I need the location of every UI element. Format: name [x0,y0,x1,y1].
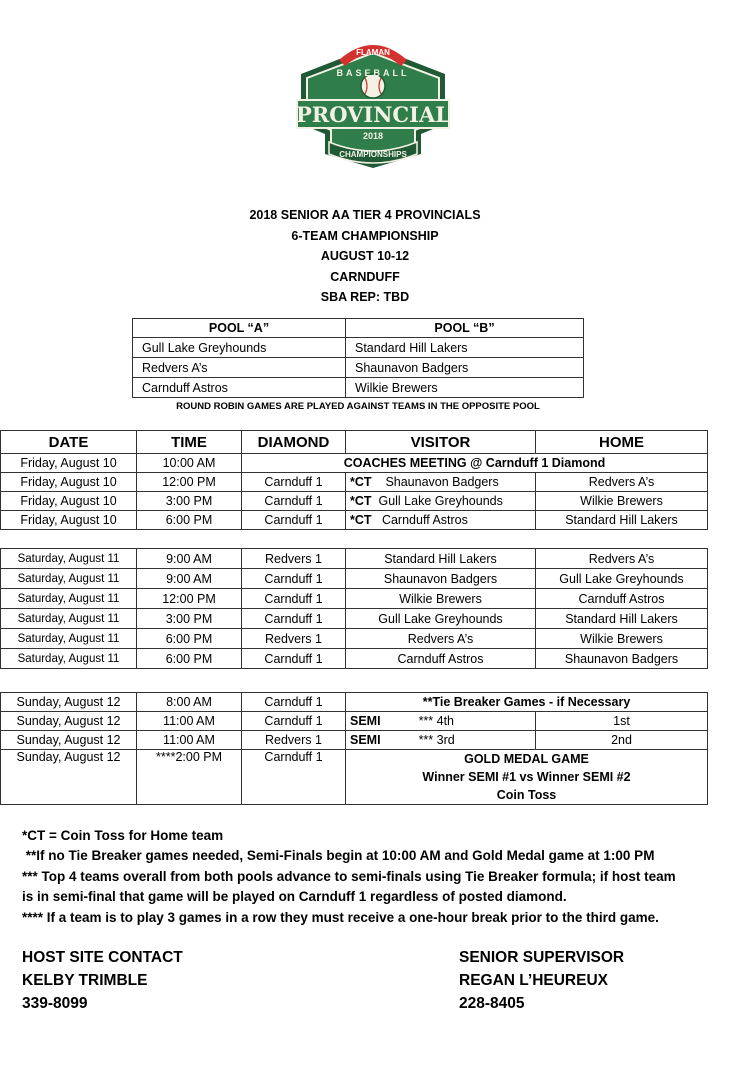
pool-a-team: Carnduff Astros [133,378,346,398]
host-site-contact [22,946,183,1015]
logo-top-text: BASEBALL [336,68,410,78]
footnote: *CT = Coin Toss for Home team [22,828,224,843]
visitor-team: Shaunavon Badgers [385,475,499,489]
table-row [1,473,708,492]
game-visitor: Carnduff Astros [346,649,536,669]
game-time: 3:00 PM [137,492,242,511]
logo-year-text: 2018 [362,131,384,141]
table-row [1,589,708,609]
game-home: Shaunavon Badgers [536,649,708,669]
visitor-team: Gull Lake Greyhounds [378,494,503,508]
game-diamond: Carnduff 1 [242,511,346,530]
table-row [1,649,708,669]
game-date: Saturday, August 11 [1,629,137,649]
friday-schedule-table [0,430,708,530]
table-row [1,454,708,473]
game-diamond: Carnduff 1 [242,492,346,511]
game-diamond: Carnduff 1 [242,649,346,669]
heading-title: 2018 SENIOR AA TIER 4 PROVINCIALS [249,208,481,222]
game-time: 6:00 PM [137,649,242,669]
heading-location: CARNDUFF [330,269,400,284]
pool-b-team: Wilkie Brewers [346,378,584,398]
pool-table [132,318,584,398]
game-diamond: Carnduff 1 [242,473,346,492]
pool-b-header: POOL “B” [346,319,584,338]
game-time: ****2:00 PM [137,750,242,805]
footnote: **** If a team is to play 3 games in a row they must receive a one-hour break prior to the third game. [22,909,659,925]
game-time: 3:00 PM [137,609,242,629]
game-date: Saturday, August 11 [1,609,137,629]
logo-bottom-text: CHAMPIONSHIPS [339,150,407,159]
pool-b-team: Shaunavon Badgers [346,358,584,378]
table-row [133,338,584,358]
semi-label: SEMI [350,733,381,747]
table-row [1,511,708,530]
coaches-meeting: COACHES MEETING @ Carnduff 1 Diamond [242,454,708,473]
pool-a-team: Gull Lake Greyhounds [133,338,346,358]
game-visitor [346,473,536,492]
supervisor-phone: 228-8405 [459,995,525,1012]
home-header: HOME [536,431,708,454]
visitor-team: Carnduff Astros [381,513,468,527]
visitor-header: VISITOR [346,431,536,454]
game-visitor: Redvers A’s [346,629,536,649]
game-time: 12:00 PM [137,589,242,609]
gold-medal-coin-toss: Coin Toss [496,788,557,802]
game-diamond: Carnduff 1 [242,569,346,589]
game-date: Sunday, August 12 [1,750,137,805]
game-time: 11:00 AM [137,712,242,731]
game-date: Saturday, August 11 [1,649,137,669]
table-row [1,629,708,649]
game-home: Redvers A’s [536,473,708,492]
game-visitor [346,731,536,750]
game-diamond: Redvers 1 [242,629,346,649]
table-row [1,693,708,712]
footnotes [22,826,676,928]
gold-medal-matchup: Winner SEMI #1 vs Winner SEMI #2 [422,770,631,784]
host-contact-title: HOST SITE CONTACT [22,949,183,966]
game-home: Gull Lake Greyhounds [536,569,708,589]
game-visitor [346,511,536,530]
game-time: 11:00 AM [137,731,242,750]
game-diamond: Carnduff 1 [242,589,346,609]
supervisor-title: SENIOR SUPERVISOR [459,949,625,966]
game-time: 10:00 AM [137,454,242,473]
game-time: 6:00 PM [137,511,242,530]
table-row [1,731,708,750]
pool-a-team: Redvers A’s [133,358,346,378]
gold-medal-title: GOLD MEDAL GAME [464,752,589,766]
heading-dates: AUGUST 10-12 [320,249,410,264]
game-home: Carnduff Astros [536,589,708,609]
game-visitor [346,492,536,511]
game-time: 9:00 AM [137,569,242,589]
game-date: Saturday, August 11 [1,549,137,569]
game-date: Sunday, August 12 [1,731,137,750]
logo-main-text: PROVINCIAL [295,102,451,127]
game-time: 8:00 AM [137,693,242,712]
game-home: Standard Hill Lakers [536,511,708,530]
table-row [133,378,584,398]
table-row [1,549,708,569]
game-date: Friday, August 10 [1,454,137,473]
game-diamond: Carnduff 1 [242,712,346,731]
provincial-championships-logo [293,26,453,171]
host-contact-phone: 339-8099 [22,995,88,1012]
game-date: Friday, August 10 [1,492,137,511]
round-robin-note: ROUND ROBIN GAMES ARE PLAYED AGAINST TEAMS IN THE OPPOSITE POOL [176,401,540,412]
game-home: Wilkie Brewers [536,492,708,511]
table-row [1,750,708,805]
table-row [1,569,708,589]
game-date: Saturday, August 11 [1,569,137,589]
footnote: **If no Tie Breaker games needed, Semi-Finals begin at 10:00 AM and Gold Medal game at 1:00 PM [22,848,655,864]
coin-toss-tag: *CT [350,513,372,527]
footnote: *** Top 4 teams overall from both pools advance to semi-finals using Tie Breaker formula; if host team [22,868,676,884]
game-diamond: Carnduff 1 [242,609,346,629]
table-row [1,609,708,629]
coin-toss-tag: *CT [350,494,372,508]
game-visitor: Gull Lake Greyhounds [346,609,536,629]
pool-a-header: POOL “A” [133,319,346,338]
game-date: Sunday, August 12 [1,693,137,712]
visitor-seed: *** 3rd [418,733,455,747]
game-visitor: Wilkie Brewers [346,589,536,609]
visitor-seed: *** 4th [418,714,455,728]
footnote: is in semi-final that game will be played on Carnduff 1 regardless of posted diamond. [22,889,567,905]
game-diamond: Redvers 1 [242,549,346,569]
game-diamond: Redvers 1 [242,731,346,750]
game-home: Wilkie Brewers [536,629,708,649]
host-contact-name: KELBY TRIMBLE [22,972,148,989]
game-time: 6:00 PM [137,629,242,649]
heading-format: 6-TEAM CHAMPIONSHIP [291,228,439,243]
diamond-header: DIAMOND [242,431,346,454]
heading-rep: SBA REP: TBD [320,290,410,305]
game-home: 2nd [536,731,708,750]
sunday-schedule-table [0,692,708,805]
coin-toss-tag: *CT [350,475,372,489]
game-home: Redvers A’s [536,549,708,569]
date-header: DATE [1,431,137,454]
senior-supervisor-contact [459,946,624,1015]
semi-label: SEMI [350,714,381,728]
supervisor-name: REGAN L’HEUREUX [459,972,608,989]
tie-breaker-note: **Tie Breaker Games - if Necessary [346,693,708,712]
game-home: 1st [536,712,708,731]
game-time: 12:00 PM [137,473,242,492]
game-time: 9:00 AM [137,549,242,569]
game-visitor [346,712,536,731]
game-visitor: Standard Hill Lakers [346,549,536,569]
game-diamond: Carnduff 1 [242,750,346,805]
gold-medal-game [346,750,708,805]
game-date: Friday, August 10 [1,473,137,492]
game-home: Standard Hill Lakers [536,609,708,629]
event-heading [0,205,730,308]
saturday-schedule-table [0,548,708,669]
game-date: Saturday, August 11 [1,589,137,609]
game-date: Sunday, August 12 [1,712,137,731]
pool-b-team: Standard Hill Lakers [346,338,584,358]
time-header: TIME [137,431,242,454]
game-date: Friday, August 10 [1,511,137,530]
game-visitor: Shaunavon Badgers [346,569,536,589]
table-row [1,492,708,511]
table-row [133,358,584,378]
table-row [1,712,708,731]
game-diamond: Carnduff 1 [242,693,346,712]
logo-sponsor-text: FLAMAN [356,48,390,57]
